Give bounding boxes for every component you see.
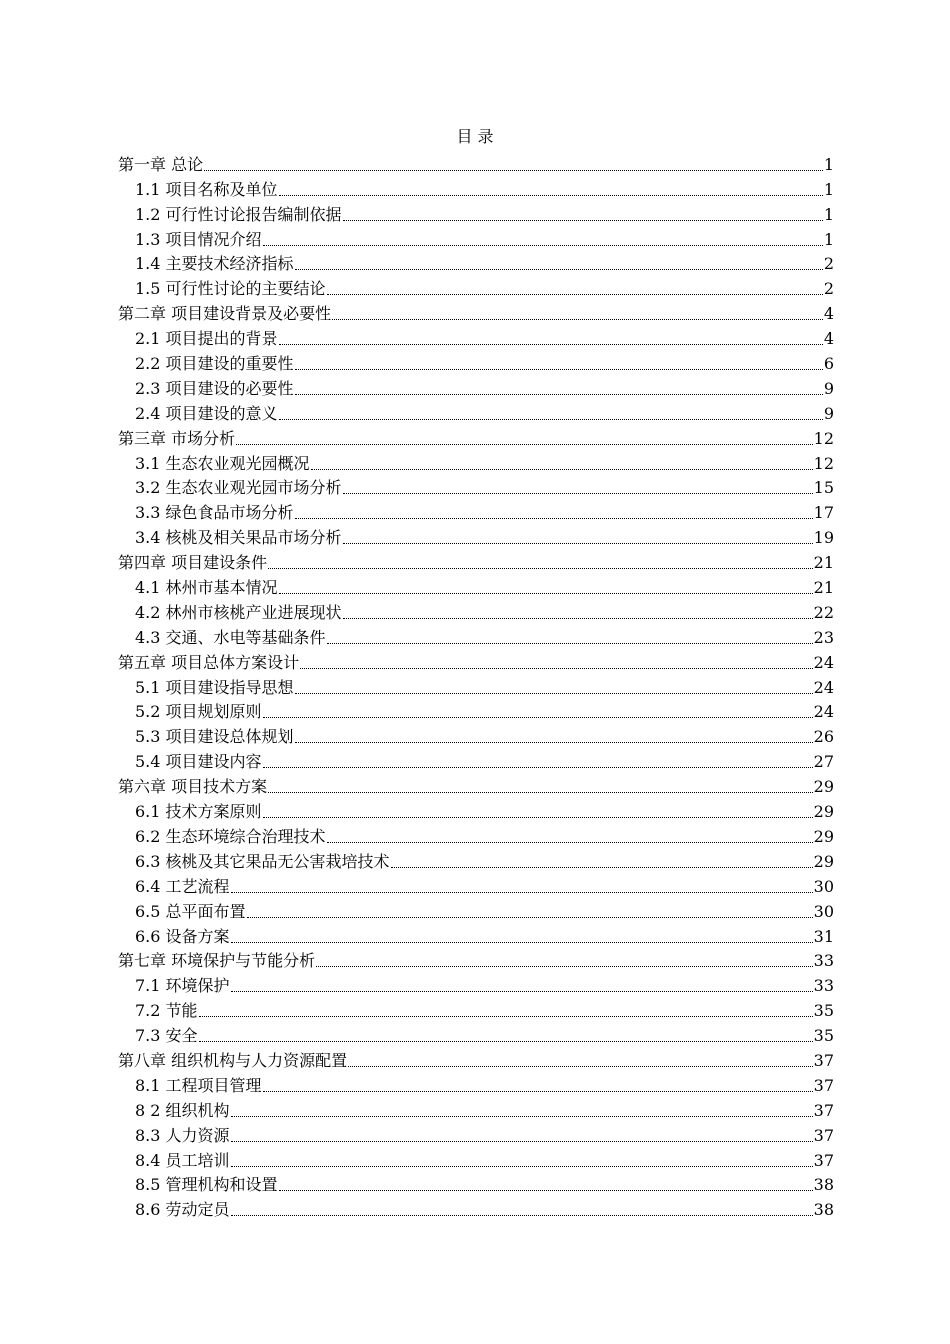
toc-dot-leader bbox=[199, 1041, 813, 1042]
toc-entry-label: 6.6 设备方案 bbox=[135, 926, 230, 946]
toc-dot-leader bbox=[295, 742, 813, 743]
toc-section-entry[interactable] bbox=[118, 1071, 834, 1096]
toc-entry-page-number: 33 bbox=[813, 951, 834, 971]
toc-dot-leader bbox=[279, 344, 823, 345]
toc-entry-label: 6.4 工艺流程 bbox=[135, 876, 230, 896]
toc-entry-page-number: 38 bbox=[813, 1175, 834, 1195]
toc-section-entry[interactable] bbox=[118, 200, 834, 225]
toc-dot-leader bbox=[231, 1141, 813, 1142]
toc-dot-leader bbox=[236, 444, 813, 445]
toc-entry-page-number: 9 bbox=[823, 403, 834, 423]
toc-entry-page-number: 24 bbox=[813, 652, 834, 672]
toc-dot-leader bbox=[343, 220, 823, 221]
toc-entry-label: 2.2 项目建设的重要性 bbox=[135, 354, 294, 374]
toc-section-entry[interactable] bbox=[118, 449, 834, 474]
toc-dot-leader bbox=[231, 1116, 813, 1117]
toc-entry-label: 8.3 人力资源 bbox=[135, 1125, 230, 1145]
toc-entry-page-number: 22 bbox=[813, 602, 834, 622]
toc-entry-label: 8.1 工程项目管理 bbox=[135, 1075, 262, 1095]
toc-dot-leader bbox=[327, 294, 823, 295]
toc-entry-label: 第四章 项目建设条件 bbox=[118, 553, 268, 573]
toc-entry-page-number: 29 bbox=[813, 851, 834, 871]
toc-section-entry[interactable] bbox=[118, 897, 834, 922]
toc-entry-page-number: 35 bbox=[813, 1001, 834, 1021]
toc-dot-leader bbox=[279, 419, 823, 420]
toc-dot-leader bbox=[316, 966, 813, 967]
toc-dot-leader bbox=[391, 867, 813, 868]
toc-entry-label: 4.1 林州市基本情况 bbox=[135, 578, 278, 598]
toc-entry-page-number: 24 bbox=[813, 702, 834, 722]
toc-entry-page-number: 1 bbox=[823, 179, 834, 199]
toc-dot-leader bbox=[204, 170, 823, 171]
toc-entry-page-number: 1 bbox=[823, 229, 834, 249]
toc-entry-page-number: 37 bbox=[813, 1075, 834, 1095]
toc-dot-leader bbox=[263, 767, 813, 768]
toc-entry-label: 1.2 可行性讨论报告编制依据 bbox=[135, 204, 342, 224]
toc-section-entry[interactable] bbox=[118, 274, 834, 299]
toc-chapter-entry[interactable] bbox=[118, 548, 834, 573]
toc-section-entry[interactable] bbox=[118, 349, 834, 374]
toc-entry-page-number: 35 bbox=[813, 1026, 834, 1046]
toc-section-entry[interactable] bbox=[118, 1195, 834, 1220]
toc-entry-label: 第六章 项目技术方案 bbox=[118, 777, 268, 797]
toc-dot-leader bbox=[231, 892, 813, 893]
toc-entry-label: 第三章 市场分析 bbox=[118, 428, 236, 448]
toc-entry-page-number: 19 bbox=[813, 528, 834, 548]
toc-entry-label: 8.5 管理机构和设置 bbox=[135, 1175, 278, 1195]
toc-section-entry[interactable] bbox=[118, 872, 834, 897]
toc-dot-leader bbox=[327, 643, 813, 644]
toc-dot-leader bbox=[231, 991, 813, 992]
toc-entry-label: 第八章 组织机构与人力资源配置 bbox=[118, 1050, 348, 1070]
toc-section-entry[interactable] bbox=[118, 175, 834, 200]
toc-dot-leader bbox=[231, 942, 813, 943]
toc-dot-leader bbox=[268, 568, 813, 569]
toc-entry-label: 第五章 项目总体方案设计 bbox=[118, 652, 300, 672]
toc-entry-label: 7.1 环境保护 bbox=[135, 976, 230, 996]
toc-entry-label: 3.1 生态农业观光园概况 bbox=[135, 453, 310, 473]
toc-section-entry[interactable] bbox=[118, 1096, 834, 1121]
toc-entry-page-number: 6 bbox=[823, 354, 834, 374]
toc-entry-label: 8.4 员工培训 bbox=[135, 1150, 230, 1170]
toc-entry-label: 7.3 安全 bbox=[135, 1026, 198, 1046]
toc-dot-leader bbox=[279, 1190, 813, 1191]
toc-section-entry[interactable] bbox=[118, 1171, 834, 1196]
toc-chapter-entry[interactable] bbox=[118, 648, 834, 673]
toc-entry-page-number: 37 bbox=[813, 1125, 834, 1145]
toc-entry-page-number: 12 bbox=[813, 453, 834, 473]
toc-entry-page-number: 27 bbox=[813, 752, 834, 772]
toc-section-entry[interactable] bbox=[118, 374, 834, 399]
toc-dot-leader bbox=[343, 493, 813, 494]
toc-section-entry[interactable] bbox=[118, 922, 834, 947]
toc-chapter-entry[interactable] bbox=[118, 424, 834, 449]
toc-section-entry[interactable] bbox=[118, 250, 834, 275]
toc-entry-label: 5.1 项目建设指导思想 bbox=[135, 677, 294, 697]
toc-section-entry[interactable] bbox=[118, 225, 834, 250]
toc-section-entry[interactable] bbox=[118, 474, 834, 499]
toc-entry-label: 1.3 项目情况介绍 bbox=[135, 229, 262, 249]
toc-entry-page-number: 17 bbox=[813, 503, 834, 523]
toc-dot-leader bbox=[279, 593, 813, 594]
toc-entry-label: 2.4 项目建设的意义 bbox=[135, 403, 278, 423]
toc-entry-label: 1.5 可行性讨论的主要结论 bbox=[135, 279, 326, 299]
toc-entry-label: 2.3 项目建设的必要性 bbox=[135, 378, 294, 398]
toc-dot-leader bbox=[343, 618, 813, 619]
toc-entry-label: 6.2 生态环境综合治理技术 bbox=[135, 826, 326, 846]
toc-entry-label: 1.4 主要技术经济指标 bbox=[135, 254, 294, 274]
toc-entry-page-number: 29 bbox=[813, 826, 834, 846]
toc-entry-label: 6.3 核桃及其它果品无公害栽培技术 bbox=[135, 851, 390, 871]
toc-section-entry[interactable] bbox=[118, 822, 834, 847]
toc-section-entry[interactable] bbox=[118, 747, 834, 772]
toc-section-entry[interactable] bbox=[118, 722, 834, 747]
toc-entry-page-number: 37 bbox=[813, 1100, 834, 1120]
toc-entry-page-number: 2 bbox=[823, 254, 834, 274]
toc-entry-label: 5.2 项目规划原则 bbox=[135, 702, 262, 722]
toc-entry-page-number: 30 bbox=[813, 901, 834, 921]
toc-section-entry[interactable] bbox=[118, 996, 834, 1021]
toc-entry-page-number: 4 bbox=[823, 304, 834, 324]
toc-entry-label: 3.3 绿色食品市场分析 bbox=[135, 503, 294, 523]
toc-dot-leader bbox=[263, 817, 813, 818]
toc-dot-leader bbox=[295, 269, 823, 270]
toc-entry-page-number: 1 bbox=[823, 204, 834, 224]
toc-chapter-entry[interactable] bbox=[118, 1046, 834, 1071]
toc-dot-leader bbox=[295, 369, 823, 370]
toc-entry-label: 5.3 项目建设总体规划 bbox=[135, 727, 294, 747]
toc-entry-label: 7.2 节能 bbox=[135, 1001, 198, 1021]
toc-dot-leader bbox=[300, 668, 813, 669]
toc-entry-page-number: 1 bbox=[823, 154, 834, 174]
toc-section-entry[interactable] bbox=[118, 673, 834, 698]
toc-section-entry[interactable] bbox=[118, 399, 834, 424]
toc-dot-leader bbox=[279, 195, 823, 196]
toc-entry-page-number: 4 bbox=[823, 329, 834, 349]
toc-dot-leader bbox=[263, 245, 823, 246]
toc-section-entry[interactable] bbox=[118, 573, 834, 598]
toc-dot-leader bbox=[295, 394, 823, 395]
toc-dot-leader bbox=[348, 1066, 813, 1067]
toc-entry-page-number: 9 bbox=[823, 378, 834, 398]
toc-dot-leader bbox=[263, 717, 813, 718]
toc-entry-label: 第二章 项目建设背景及必要性 bbox=[118, 304, 332, 324]
toc-dot-leader bbox=[231, 1215, 813, 1216]
toc-section-entry[interactable] bbox=[118, 1121, 834, 1146]
toc-entry-page-number: 2 bbox=[823, 279, 834, 299]
toc-section-entry[interactable] bbox=[118, 1021, 834, 1046]
toc-entry-label: 3.4 核桃及相关果品市场分析 bbox=[135, 528, 342, 548]
toc-title: 目 录 bbox=[456, 127, 494, 146]
toc-entry-page-number: 21 bbox=[813, 578, 834, 598]
toc-chapter-entry[interactable] bbox=[118, 150, 834, 175]
toc-entry-page-number: 29 bbox=[813, 802, 834, 822]
toc-dot-leader bbox=[231, 1166, 813, 1167]
toc-dot-leader bbox=[268, 792, 813, 793]
toc-entry-label: 5.4 项目建设内容 bbox=[135, 752, 262, 772]
toc-entry-label: 6.5 总平面布置 bbox=[135, 901, 246, 921]
toc-dot-leader bbox=[343, 543, 813, 544]
toc-entry-label: 8.6 劳动定员 bbox=[135, 1200, 230, 1220]
toc-entry-page-number: 31 bbox=[813, 926, 834, 946]
toc-dot-leader bbox=[332, 319, 823, 320]
toc-dot-leader bbox=[247, 917, 813, 918]
toc-section-entry[interactable] bbox=[118, 523, 834, 548]
toc-chapter-entry[interactable] bbox=[118, 947, 834, 972]
toc-entry-page-number: 15 bbox=[813, 478, 834, 498]
toc-dot-leader bbox=[263, 1091, 813, 1092]
toc-section-entry[interactable] bbox=[118, 971, 834, 996]
toc-entry-label: 4.3 交通、水电等基础条件 bbox=[135, 627, 326, 647]
toc-dot-leader bbox=[295, 693, 813, 694]
toc-dot-leader bbox=[295, 518, 813, 519]
toc-section-entry[interactable] bbox=[118, 847, 834, 872]
toc-entry-page-number: 12 bbox=[813, 428, 834, 448]
toc-section-entry[interactable] bbox=[118, 698, 834, 723]
toc-entry-page-number: 30 bbox=[813, 876, 834, 896]
toc-section-entry[interactable] bbox=[118, 623, 834, 648]
toc-entry-page-number: 21 bbox=[813, 553, 834, 573]
toc-section-entry[interactable] bbox=[118, 598, 834, 623]
toc-dot-leader bbox=[327, 842, 813, 843]
toc-dot-leader bbox=[311, 469, 813, 470]
toc-entry-label: 3.2 生态农业观光园市场分析 bbox=[135, 478, 342, 498]
toc-entry-label: 1.1 项目名称及单位 bbox=[135, 179, 278, 199]
toc-entry-label: 8 2 组织机构 bbox=[135, 1100, 230, 1120]
toc-entry-label: 第一章 总论 bbox=[118, 154, 204, 174]
toc-section-entry[interactable] bbox=[118, 498, 834, 523]
toc-entry-page-number: 24 bbox=[813, 677, 834, 697]
toc-entry-label: 2.1 项目提出的背景 bbox=[135, 329, 278, 349]
toc-entry-page-number: 26 bbox=[813, 727, 834, 747]
toc-dot-leader bbox=[199, 1016, 813, 1017]
toc-entry-page-number: 37 bbox=[813, 1050, 834, 1070]
toc-entry-page-number: 23 bbox=[813, 627, 834, 647]
toc-chapter-entry[interactable] bbox=[118, 772, 834, 797]
toc-entry-page-number: 37 bbox=[813, 1150, 834, 1170]
toc-chapter-entry[interactable] bbox=[118, 299, 834, 324]
toc-entry-label: 第七章 环境保护与节能分析 bbox=[118, 951, 316, 971]
toc-entry-label: 6.1 技术方案原则 bbox=[135, 802, 262, 822]
table-of-contents bbox=[118, 150, 834, 1220]
toc-section-entry[interactable] bbox=[118, 324, 834, 349]
toc-section-entry[interactable] bbox=[118, 797, 834, 822]
toc-entry-page-number: 33 bbox=[813, 976, 834, 996]
toc-entry-label: 4.2 林州市核桃产业进展现状 bbox=[135, 602, 342, 622]
toc-entry-page-number: 29 bbox=[813, 777, 834, 797]
toc-section-entry[interactable] bbox=[118, 1146, 834, 1171]
toc-entry-page-number: 38 bbox=[813, 1200, 834, 1220]
